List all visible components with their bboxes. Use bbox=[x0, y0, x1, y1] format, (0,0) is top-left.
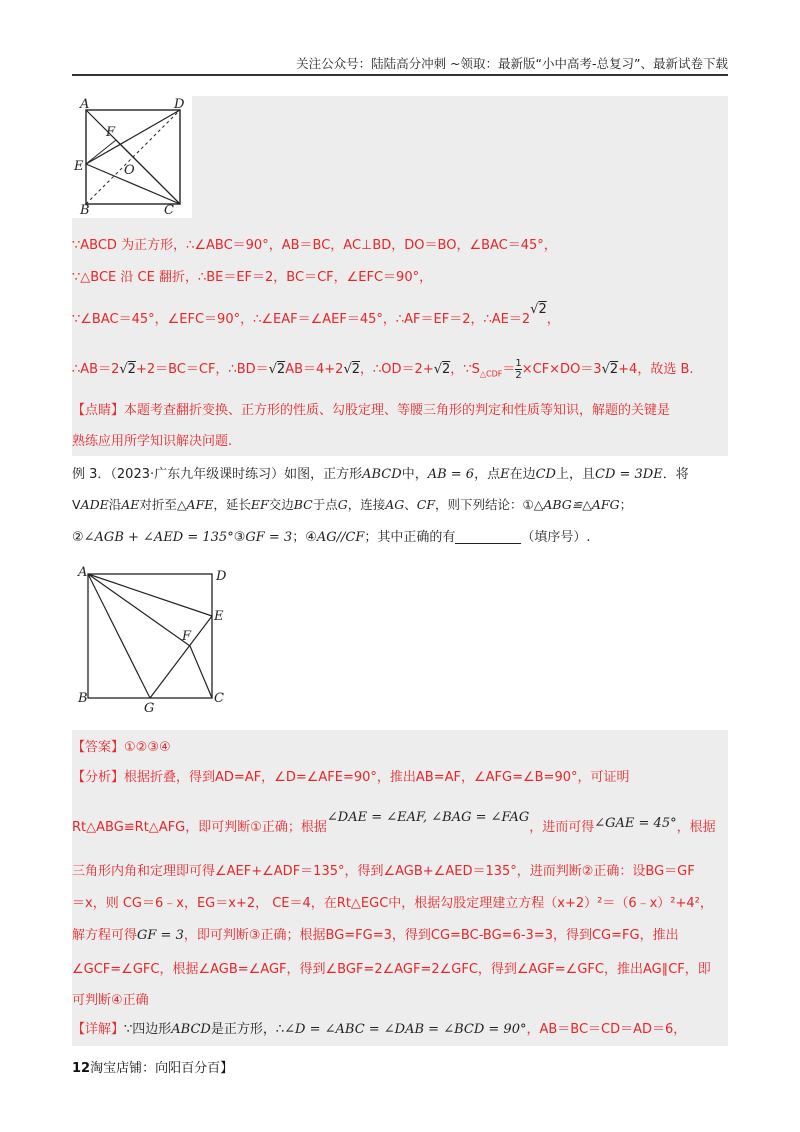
fig2-label-e: E bbox=[214, 609, 224, 624]
ex3-afe: △AFE bbox=[176, 497, 214, 512]
fig1-label-b: B bbox=[80, 203, 90, 218]
ex3-text: ．将 bbox=[662, 467, 689, 482]
fig2-label-b: B bbox=[78, 691, 88, 706]
analysis-eq-gf: GF = 3 bbox=[137, 928, 184, 943]
ex3-text: ② bbox=[72, 530, 84, 545]
detail-line-1 bbox=[72, 1018, 686, 1037]
ex3-text: 沿 bbox=[108, 497, 122, 512]
ex3-text: （填序号）. bbox=[521, 530, 591, 545]
ex3-text: ，则下列结论：① bbox=[435, 497, 534, 512]
ex3-text: 中， bbox=[401, 467, 428, 482]
example3-line-1 bbox=[72, 463, 689, 482]
l4-part4: ，∴OD＝2+ bbox=[360, 362, 434, 377]
fig2-label-d: D bbox=[216, 569, 227, 584]
ex3-text: 例 3．（2023·广东九年级课时练习）如图，正方形 bbox=[72, 467, 363, 482]
detail-text-b: 是正方形，∴ bbox=[210, 1022, 285, 1037]
sqrt-2: √2 bbox=[268, 362, 286, 377]
comment-tag: 【点睛】 bbox=[72, 403, 125, 418]
ex3-abcd: ABCD bbox=[362, 467, 402, 482]
solution-line-1: ∵ABCD 为正方形，∴∠ABC＝90°，AB＝BC，AC⊥BD，DO＝BO，∠BAC＝45°， bbox=[72, 238, 557, 253]
analysis-text-1: 根据折叠，得到AD=AF，∠D=∠AFE=90°，推出AB=AF，∠AFG=∠B=90°，可证明 bbox=[124, 770, 630, 785]
analysis-eq-angles: ∠DAE = ∠EAF, ∠BAG = ∠FAG bbox=[326, 810, 530, 825]
fig1-label-e: E bbox=[74, 159, 84, 174]
analysis-line-2 bbox=[72, 810, 716, 835]
solution-line-4 bbox=[72, 358, 694, 381]
fig1-label-c: C bbox=[164, 203, 174, 218]
footer-shop: 淘宝店铺：向阳百分百】 bbox=[90, 1061, 234, 1076]
fig2-label-c: C bbox=[214, 691, 224, 706]
fig1-label-a: A bbox=[80, 97, 90, 112]
sqrt-2: √2 bbox=[343, 362, 361, 377]
analysis-line-4: ＝x，则 CG＝6﹣x，EG＝x+2， CE＝4，在Rt△EGC中，根据勾股定理建立方程（x+2）²＝（6﹣x）²+4²， bbox=[72, 896, 713, 911]
detail-text-a: ∵四边形 bbox=[124, 1022, 172, 1037]
l4-part3: AB＝4+2 bbox=[285, 362, 344, 377]
page-footer bbox=[72, 1057, 233, 1076]
ex3-g: G bbox=[337, 497, 348, 512]
detail-abcd: ABCD bbox=[171, 1022, 211, 1037]
analysis-text-2a: Rt△ABG≌Rt△AFG，即可判断①正确；根据 bbox=[72, 820, 327, 835]
ex3-text: ③ bbox=[233, 530, 246, 545]
ex3-e: E bbox=[500, 467, 510, 482]
fig1-label-o: O bbox=[124, 163, 135, 178]
ex3-text: ； bbox=[619, 497, 633, 512]
solution-line-3-text: ∵∠BAC＝45°，∠EFC＝90°，∴∠EAF＝∠AEF＝45°，∴AF＝EF＝2，∴AE＝2 bbox=[72, 312, 531, 327]
answer-line bbox=[72, 736, 171, 755]
ex3-text: V bbox=[72, 497, 81, 512]
solution-line-2: ∵△BCE 沿 CE 翻折，∴BE＝EF＝2，BC＝CF，∠EFC＝90°， bbox=[72, 270, 433, 285]
figure-square-fold-1 bbox=[72, 96, 192, 218]
page-number: 12 bbox=[72, 1061, 91, 1076]
ex3-ag: AG bbox=[385, 497, 405, 512]
sqrt-2: √2 bbox=[601, 362, 619, 377]
l4-part8: +4，故选 B. bbox=[618, 362, 694, 377]
analysis-line-1 bbox=[72, 766, 630, 785]
ex3-text: ；其中正确的有 bbox=[364, 530, 456, 545]
analysis-eq-gae: ∠GAE = 45° bbox=[594, 816, 677, 831]
l4-part7: ×CF×DO＝3 bbox=[521, 362, 602, 377]
answer-value: ①②③④ bbox=[124, 740, 171, 755]
ex3-ef: EF bbox=[250, 497, 269, 512]
ex3-ab: AB = 6 bbox=[427, 467, 475, 482]
page-header: 关注公众号：陆陆高分冲刺 ~领取：最新版“小中高考-总复习”、最新试卷下载 bbox=[296, 56, 728, 71]
detail-tag: 【详解】 bbox=[72, 1022, 125, 1037]
ex3-gf: GF = 3 bbox=[245, 530, 293, 545]
analysis-text-2b: ，进而可得 bbox=[529, 820, 595, 835]
detail-text-c: ，AB＝BC＝CD＝AD＝6， bbox=[526, 1022, 687, 1037]
ex3-parallel: AG//CF bbox=[316, 530, 365, 545]
l4-part5: ，∵S bbox=[450, 362, 480, 377]
analysis-text-5a: 解方程可得 bbox=[72, 928, 138, 943]
sqrt-2: √2 bbox=[530, 302, 547, 317]
fig2-label-g: G bbox=[144, 701, 155, 716]
fig2-label-f: F bbox=[182, 629, 192, 644]
analysis-text-2c: ，根据 bbox=[676, 820, 716, 835]
ex3-text: 在边 bbox=[509, 467, 536, 482]
ex3-cd: CD bbox=[535, 467, 556, 482]
ex3-ade: ADE bbox=[80, 497, 109, 512]
analysis-tag: 【分析】 bbox=[72, 770, 125, 785]
ex3-text: 、 bbox=[404, 497, 417, 512]
sqrt-2: √2 bbox=[433, 362, 451, 377]
solution-line-3-end: ， bbox=[546, 312, 560, 327]
answer-tag: 【答案】 bbox=[72, 740, 125, 755]
fig1-label-f: F bbox=[106, 125, 116, 140]
comment-text-1: 本题考查翻折变换、正方形的性质、勾股定理、等腰三角形的判定和性质等知识，解题的关键是 bbox=[124, 403, 671, 418]
l4-part1: ∴AB＝2 bbox=[72, 362, 120, 377]
area-subscript: △CDF bbox=[479, 369, 503, 379]
solution-line-3 bbox=[72, 302, 560, 327]
fraction-half: $\frac{1}{2}$ bbox=[515, 358, 522, 381]
example3-line-3 bbox=[72, 526, 591, 545]
ex3-text: ，点 bbox=[474, 467, 501, 482]
analysis-line-5 bbox=[72, 924, 679, 943]
figure-square-fold-2 bbox=[76, 562, 236, 718]
fig1-label-d: D bbox=[174, 97, 185, 112]
ex3-text: ，延长 bbox=[213, 497, 251, 512]
comment-line-2: 熟练应用所学知识解决问题. bbox=[72, 434, 233, 449]
answer-blank bbox=[455, 529, 521, 544]
ex3-ae: AE bbox=[121, 497, 140, 512]
ex3-angle-sum: ∠AGB + ∠AED = 135° bbox=[83, 530, 234, 545]
analysis-text-5b: ，即可判断③正确；根据BG=FG=3，得到CG=BC-BG=6-3=3，得到CG=FG，推出 bbox=[183, 928, 679, 943]
ex3-cf: CF bbox=[416, 497, 436, 512]
ex3-text: 于点 bbox=[312, 497, 338, 512]
analysis-line-6: ∠GCF=∠GFC，根据∠AGB=∠AGF，得到∠BGF=2∠AGF=2∠GFC，得到∠AGF=∠GFC，推出AG∥CF，即 bbox=[72, 962, 711, 977]
ex3-text: ；④ bbox=[292, 530, 317, 545]
detail-eq-angles: ∠D = ∠ABC = ∠DAB = ∠BCD = 90° bbox=[284, 1022, 527, 1037]
ex3-text: 上，且 bbox=[555, 467, 595, 482]
example3-line-2 bbox=[72, 495, 632, 513]
analysis-line-3: 三角形内角和定理即可得∠AEF+∠ADF＝135°，得到∠AGB+∠AED＝135°，进而判断②正确：设BG＝GF bbox=[72, 864, 695, 879]
header-rule bbox=[72, 74, 728, 76]
ex3-bc: BC bbox=[293, 497, 313, 512]
comment-line-1 bbox=[72, 399, 670, 418]
ex3-text: ，连接 bbox=[347, 497, 386, 512]
sqrt-2: √2 bbox=[119, 362, 136, 377]
ex3-text: 交边 bbox=[268, 497, 294, 512]
ex3-congruence: △ABG≌△AFG bbox=[533, 497, 620, 512]
ex3-cd3de: CD = 3DE bbox=[595, 467, 663, 482]
analysis-line-7: 可判断④正确 bbox=[72, 993, 149, 1008]
l4-part2: +2＝BC＝CF，∴BD＝ bbox=[135, 362, 269, 377]
ex3-text: 对折至 bbox=[139, 497, 177, 512]
fig2-label-a: A bbox=[78, 565, 88, 580]
l4-part6: ＝ bbox=[502, 362, 516, 377]
